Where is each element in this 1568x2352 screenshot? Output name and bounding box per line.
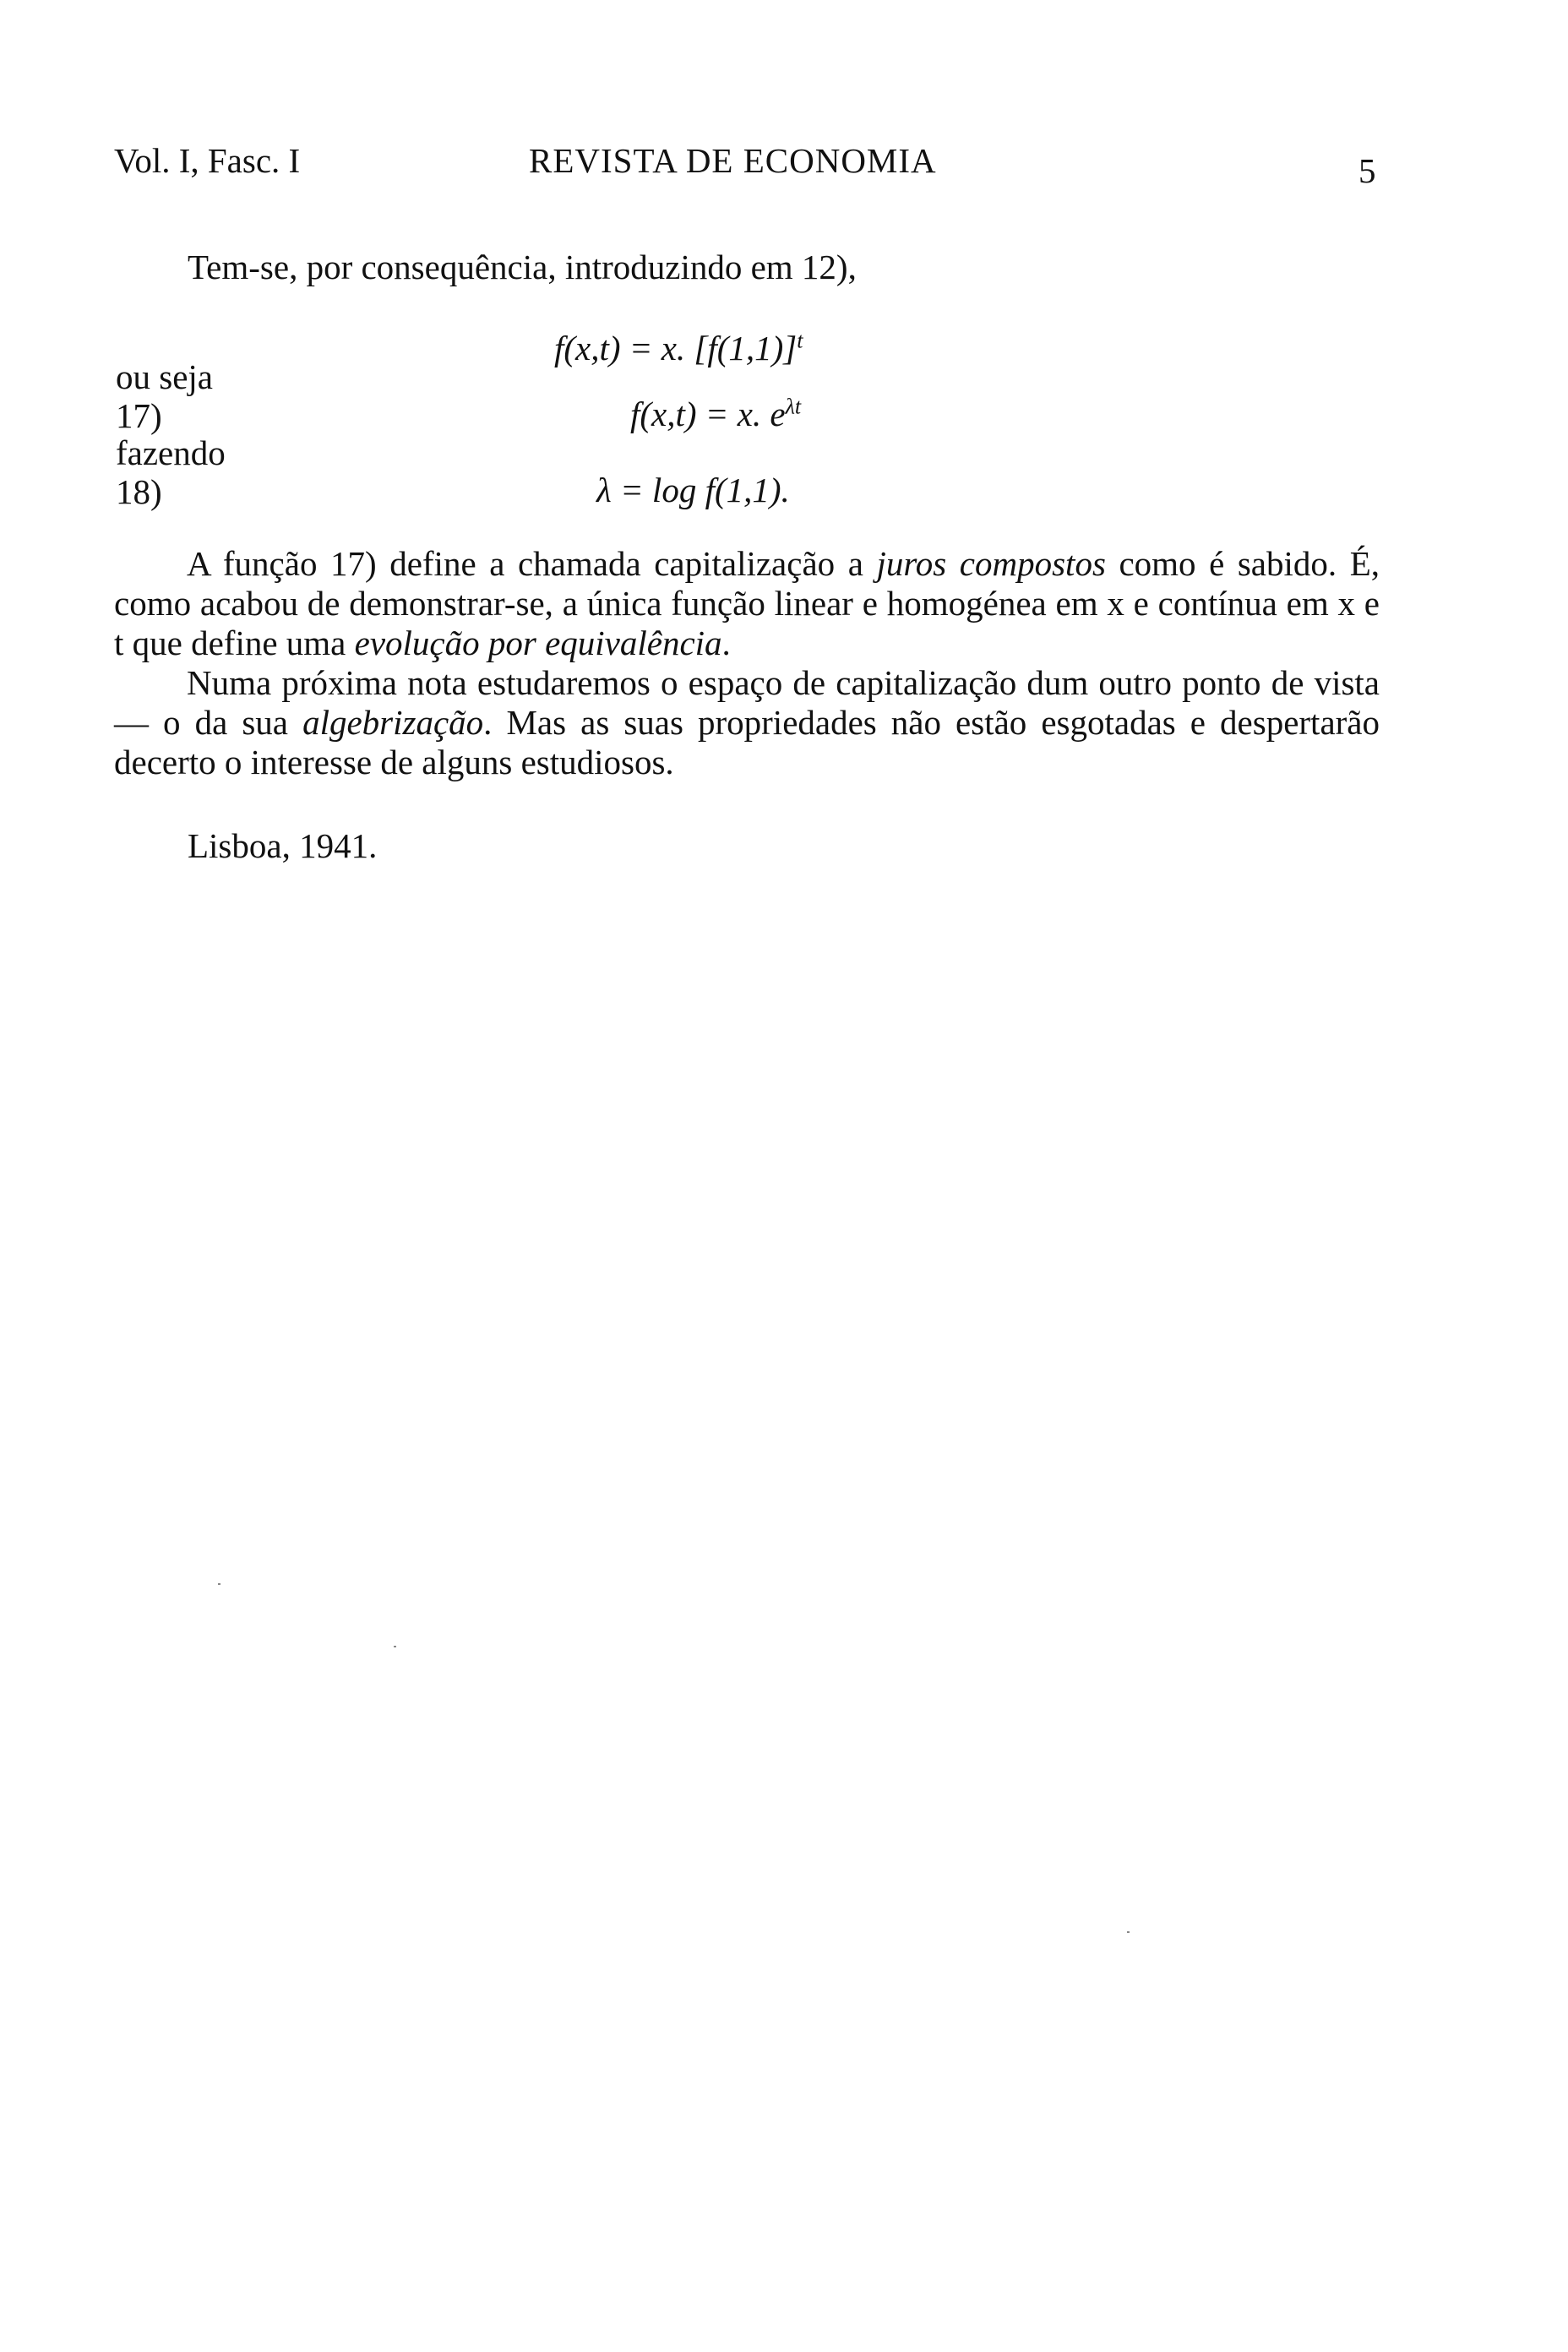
intro-sentence: Tem-se, por consequência, introduzindo em 12),	[188, 248, 857, 286]
paragraph-2	[114, 663, 1380, 782]
equation-17	[630, 394, 801, 435]
paragraph-1-text-b: como é sabido. É, como acabou de demonstrar-se, a única função linear e homogénea em x e contínua em x e t que define uma	[114, 544, 1380, 662]
place-and-date: Lisboa, 1941.	[188, 826, 378, 865]
scan-speck	[394, 1646, 396, 1647]
label-equation-17: 17)	[116, 396, 162, 435]
paragraph-1-italic-evolucao: evolução por equivalência	[354, 623, 722, 662]
paragraph-2-text-a: Numa próxima nota estudaremos o espaço de capitalização dum outro ponto de vista — o da sua	[114, 663, 1380, 742]
paragraph-1-italic-juros: juros compostos	[876, 544, 1106, 583]
paragraph-1	[114, 544, 1380, 663]
equation-1-body: f(x,t) = x. [f(1,1)]	[554, 329, 798, 368]
scan-speck	[218, 1583, 220, 1585]
equation-17-body: f(x,t) = x. e	[630, 395, 786, 433]
running-header-journal-title: REVISTA DE ECONOMIA	[529, 141, 937, 180]
equation-18: λ = log f(1,1).	[596, 471, 790, 509]
paragraph-2-text-b: . Mas as suas propriedades não estão esgotadas e despertarão decerto o interesse de alguns estudiosos.	[114, 703, 1380, 781]
running-header-volume: Vol. I, Fasc. I	[114, 141, 301, 180]
label-equation-18: 18)	[116, 472, 162, 511]
paragraph-1-text-a: A função 17) define a chamada capitalização a	[187, 544, 877, 583]
equation-17-exponent: λt	[785, 394, 802, 419]
equation-1-exponent: t	[797, 328, 803, 353]
paragraph-1-text-c: .	[721, 623, 731, 662]
label-fazendo: fazendo	[116, 433, 226, 472]
page-number: 5	[1358, 151, 1376, 190]
paragraph-2-italic-algebrizacao: algebrização	[302, 703, 484, 742]
label-ou-seja: ou seja	[116, 357, 213, 396]
equation-1	[554, 328, 803, 369]
scan-speck	[1127, 1931, 1130, 1933]
